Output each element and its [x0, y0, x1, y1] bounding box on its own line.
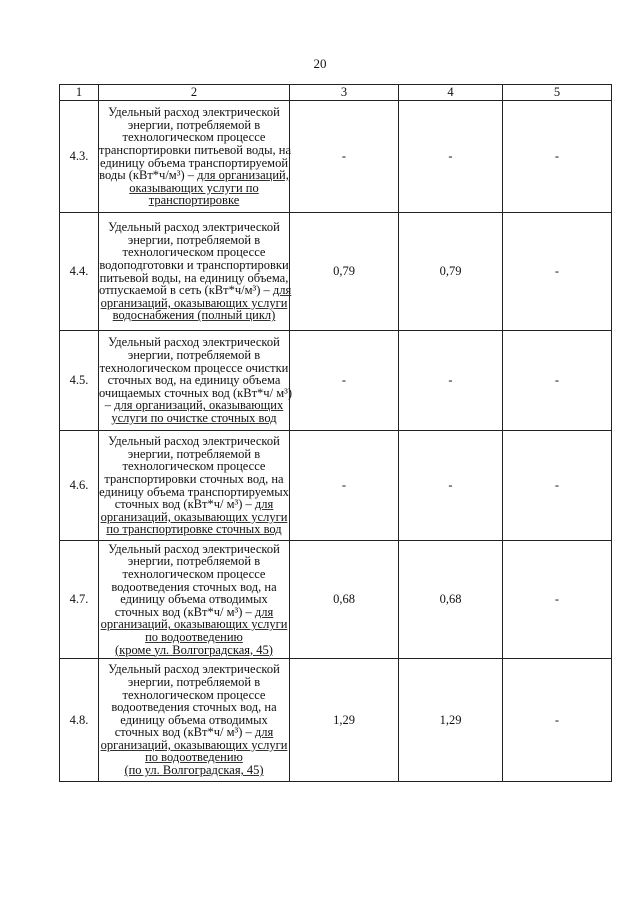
- indicator-description: [99, 101, 290, 213]
- description-line: энергии, потребляемой в: [127, 446, 261, 461]
- row-number: 4.3.: [60, 101, 99, 213]
- value-cell-v4: 1,29: [399, 659, 503, 782]
- value-cell-v4: 0,68: [399, 541, 503, 659]
- description-line: сточных вод (кВт*ч/ м³) – для: [114, 604, 274, 619]
- indicator-description: [99, 213, 290, 331]
- description-line: – для организаций, оказывающих: [104, 398, 284, 413]
- row-number: 4.8.: [60, 659, 99, 782]
- description-line: технологическом процессе очистки: [99, 360, 289, 375]
- value-cell-v5: -: [503, 331, 612, 431]
- value-cell-v3: 0,68: [290, 541, 399, 659]
- indicator-description: [99, 431, 290, 541]
- description-line: технологическом процессе: [122, 245, 266, 260]
- table-row: [60, 213, 612, 331]
- description-line: технологическом процессе: [122, 567, 266, 582]
- value-cell-v4: -: [399, 331, 503, 431]
- description-line: оказывающих услуги по: [129, 180, 259, 195]
- description-line: воды (кВт*ч/м³) – для организаций,: [99, 168, 289, 183]
- description-line: энергии, потребляемой в: [127, 348, 261, 363]
- description-line: организаций, оказывающих услуги: [100, 509, 288, 524]
- description-line: единицу объема отводимых: [120, 712, 268, 727]
- column-header: 2: [99, 85, 290, 101]
- column-header: 1: [60, 85, 99, 101]
- column-header: 3: [290, 85, 399, 101]
- table-row: [60, 431, 612, 541]
- value-cell-v3: -: [290, 101, 399, 213]
- description-line: питьевой воды, на единицу объема,: [99, 270, 289, 285]
- value-cell-v5: -: [503, 213, 612, 331]
- description-line: энергии, потребляемой в: [127, 554, 261, 569]
- description-line: отпускаемой в сеть (кВт*ч/м³) – для: [99, 283, 292, 298]
- description-line: транспортировке: [148, 193, 240, 208]
- row-number: 4.4.: [60, 213, 99, 331]
- table-row: [60, 331, 612, 431]
- description-line: Удельный расход электрической: [108, 220, 280, 235]
- indicator-description: [99, 659, 290, 782]
- table-body: [60, 101, 612, 782]
- description-line: водоотведения сточных вод, на: [111, 700, 277, 715]
- description-line: энергии, потребляемой в: [127, 674, 261, 689]
- value-cell-v5: -: [503, 541, 612, 659]
- column-header: 4: [399, 85, 503, 101]
- description-line: по водоотведению: [145, 750, 243, 765]
- description-line: Удельный расход электрической: [108, 434, 280, 449]
- table-header-row: [60, 85, 612, 101]
- description-line: Удельный расход электрической: [108, 105, 280, 120]
- description-line: единицу объема транспортируемых: [99, 484, 289, 499]
- description-line: Удельный расход электрической: [108, 541, 280, 556]
- description-line: водоотведения сточных вод, на: [111, 579, 277, 594]
- description-line: сточных вод (кВт*ч/ м³) – для: [114, 725, 274, 740]
- table-row: [60, 541, 612, 659]
- value-cell-v3: 1,29: [290, 659, 399, 782]
- value-cell-v4: -: [399, 431, 503, 541]
- description-line: организаций, оказывающих услуги: [100, 295, 288, 310]
- value-cell-v3: -: [290, 431, 399, 541]
- value-cell-v5: -: [503, 659, 612, 782]
- row-number: 4.6.: [60, 431, 99, 541]
- value-cell-v3: -: [290, 331, 399, 431]
- value-cell-v4: -: [399, 101, 503, 213]
- description-line: транспортировки питьевой воды, на: [99, 142, 292, 157]
- description-line: услуги по очистке сточных вод: [111, 410, 277, 425]
- indicator-description: [99, 541, 290, 659]
- description-line: энергии, потребляемой в: [127, 117, 261, 132]
- description-line: Удельный расход электрической: [108, 662, 280, 677]
- description-line: Удельный расход электрической: [108, 335, 280, 350]
- description-line: единицу объема транспортируемой: [99, 155, 289, 170]
- description-line: организаций, оказывающих услуги: [100, 737, 288, 752]
- indicators-table: [59, 84, 612, 782]
- value-cell-v4: 0,79: [399, 213, 503, 331]
- description-line: энергии, потребляемой в: [127, 232, 261, 247]
- description-line: (по ул. Волгоградская, 45): [124, 763, 264, 778]
- description-line: по транспортировке сточных вод: [106, 522, 282, 537]
- description-line: транспортировки сточных вод, на: [104, 471, 284, 486]
- value-cell-v5: -: [503, 431, 612, 541]
- description-line: водоподготовки и транспортировки: [99, 257, 289, 272]
- description-line: сточных вод (кВт*ч/ м³) – для: [114, 497, 274, 512]
- table-row: [60, 659, 612, 782]
- value-cell-v3: 0,79: [290, 213, 399, 331]
- description-line: очищаемых сточных вод (кВт*ч/ м³): [99, 385, 293, 400]
- description-line: организаций, оказывающих услуги: [100, 617, 288, 632]
- description-line: единицу объема отводимых: [120, 592, 268, 607]
- table-row: [60, 101, 612, 213]
- row-number: 4.7.: [60, 541, 99, 659]
- description-line: технологическом процессе: [122, 687, 266, 702]
- description-line: по водоотведению: [145, 629, 243, 644]
- description-line: технологическом процессе: [122, 459, 266, 474]
- row-number: 4.5.: [60, 331, 99, 431]
- indicator-description: [99, 331, 293, 431]
- page-number: 20: [313, 56, 327, 71]
- description-line: технологическом процессе: [122, 130, 266, 145]
- description-line: (кроме ул. Волгоградская, 45): [115, 642, 273, 657]
- column-header: 5: [503, 85, 612, 101]
- description-line: сточных вод, на единицу объема: [107, 373, 281, 388]
- value-cell-v5: -: [503, 101, 612, 213]
- description-line: водоснабжения (полный цикл): [112, 308, 276, 323]
